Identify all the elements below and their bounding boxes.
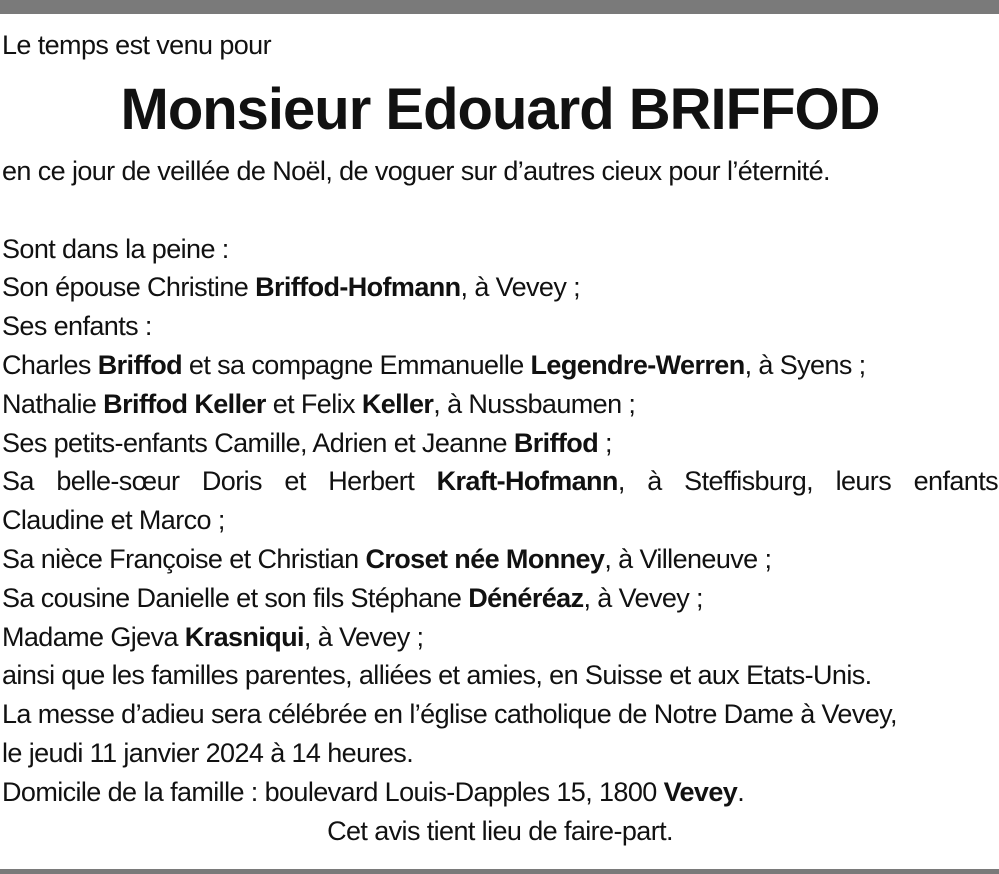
mass-line-2: le jeudi 11 janvier 2024 à 14 heures.: [2, 737, 414, 768]
text: Domicile de la famille : boulevard Louis-Dapples 15, 1800: [2, 776, 664, 807]
intro-line: Le temps est venu pour: [2, 30, 271, 60]
surname: Briffod-Hofmann: [255, 272, 461, 303]
mourner-madame: [2, 618, 998, 657]
text: , à Vevey ;: [460, 272, 581, 303]
closing-line: Cet avis tient lieu de faire-part.: [327, 815, 673, 846]
text: et sa compagne Emmanuelle: [182, 349, 531, 380]
surname: Keller: [361, 388, 434, 419]
town: Vevey: [663, 776, 738, 807]
mass-line-1: La messe d’adieu sera célébrée en l’église catholique de Notre Dame à Vevey,: [2, 699, 897, 730]
surname: Legendre-Werren: [530, 349, 745, 380]
surname: Kraft-Hofmann: [436, 466, 618, 497]
deceased-name: Monsieur Edouard BRIFFOD: [120, 77, 880, 142]
text: Madame Gjeva: [2, 621, 185, 652]
text: .: [737, 776, 745, 807]
mourner-cousin: [2, 579, 998, 618]
death-notice: [2, 22, 998, 850]
surname: Briffod: [513, 427, 599, 458]
text: , à Syens ;: [744, 349, 866, 380]
domicile-line: [2, 773, 998, 812]
text: , à Steffisburg, leurs enfants: [617, 466, 998, 497]
surname: Dénéréaz: [468, 582, 584, 613]
children-heading: Ses enfants :: [2, 311, 152, 342]
mourner-child-2: [2, 385, 998, 424]
mourners-heading: Sont dans la peine :: [2, 233, 229, 264]
text: Sa belle-sœur Doris et Herbert: [2, 466, 437, 497]
mourner-spouse: [2, 268, 998, 307]
text: , à Vevey ;: [303, 621, 424, 652]
surname: Briffod Keller: [103, 388, 266, 419]
spacer: [2, 191, 998, 230]
mourner-niece: [2, 540, 998, 579]
text: , à Villeneuve ;: [604, 543, 772, 574]
text: , à Vevey ;: [583, 582, 703, 613]
bottom-border-rule: [0, 869, 999, 874]
surname: Briffod: [97, 349, 183, 380]
mourner-sister-in-law: [2, 462, 998, 501]
text: et Felix: [265, 388, 362, 419]
mourner-sister-in-law-cont: Claudine et Marco ;: [2, 505, 225, 536]
surname: Krasniqui: [184, 621, 304, 652]
text: Charles: [2, 349, 98, 380]
subline: en ce jour de veillée de Noël, de voguer sur d’autres cieux pour l’éternité.: [2, 156, 830, 186]
text: Sa nièce Françoise et Christian: [2, 543, 366, 574]
mourner-child-1: [2, 346, 998, 385]
families-line: ainsi que les familles parentes, alliées et amies, en Suisse et aux Etats-Unis.: [2, 660, 872, 691]
top-border-rule: [0, 0, 999, 14]
text: Son épouse Christine: [2, 272, 256, 303]
text: Nathalie: [2, 388, 104, 419]
text: , à Nussbaumen ;: [433, 388, 636, 419]
text: Sa cousine Danielle et son fils Stéphane: [2, 582, 469, 613]
surname: Croset née Monney: [365, 543, 605, 574]
mourner-grandchildren: [2, 424, 998, 463]
text: ;: [598, 427, 612, 458]
text: Ses petits-enfants Camille, Adrien et Jeanne: [2, 427, 514, 458]
